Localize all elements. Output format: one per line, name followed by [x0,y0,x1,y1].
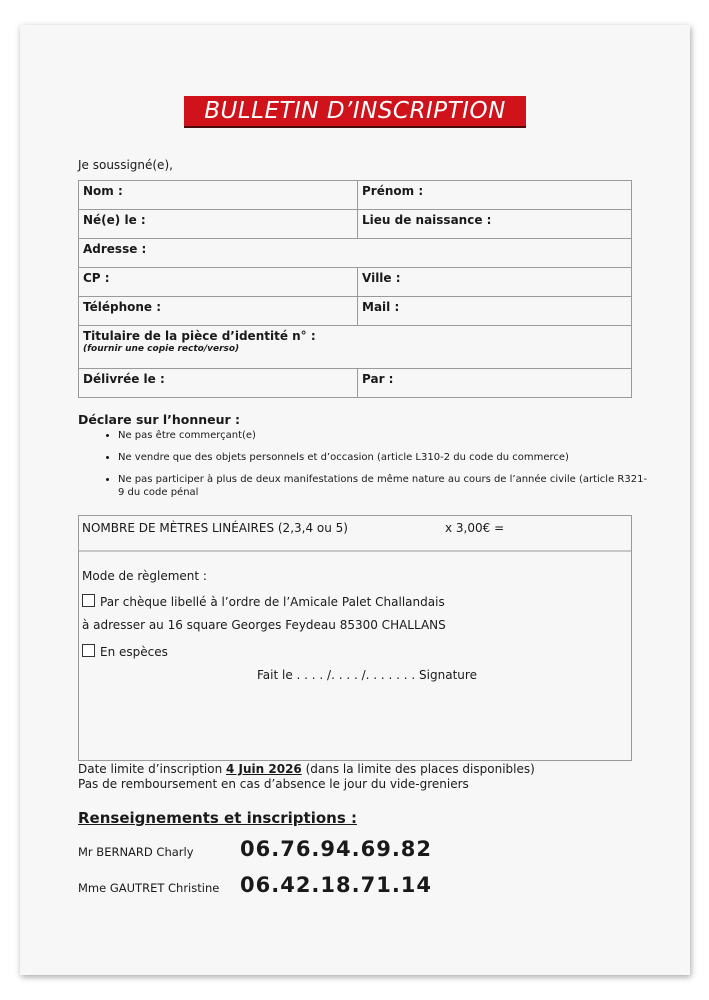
field-date-naissance[interactable]: Né(e) le : [79,210,358,239]
deadline-date: 4 Juin 2026 [226,762,302,776]
table-row [79,297,632,326]
deadline-prefix: Date limite d’inscription [78,762,226,776]
title-banner [184,96,526,126]
field-par[interactable]: Par : [358,369,632,398]
identity-table [78,180,632,398]
declaration-title: Déclare sur l’honneur : [78,412,241,427]
contacts-title: Renseignements et inscriptions : [78,809,357,827]
contact-row [78,873,432,897]
table-row [79,369,632,398]
table-row [79,326,632,369]
field-piece-identite[interactable] [79,326,632,369]
field-nom[interactable]: Nom : [79,181,358,210]
contact-phone: 06.42.18.71.14 [240,873,433,897]
field-piece-identite-label: Titulaire de la pièce d’identité n° : [83,329,316,343]
cash-option[interactable] [82,644,168,659]
contact-name: Mr BERNARD Charly [78,845,194,859]
field-cp[interactable]: CP : [79,268,358,297]
signature-line: Fait le . . . . /. . . . /. . . . . . . Signature [257,668,477,682]
document-page [20,25,690,975]
table-row [79,210,632,239]
list-item: • Ne pas être commerçant(e) [118,429,653,442]
field-mail[interactable]: Mail : [358,297,632,326]
divider [79,550,631,552]
order-box [78,515,632,761]
field-telephone[interactable]: Téléphone : [79,297,358,326]
declaration-list [100,429,653,508]
intro-text: Je soussigné(e), [78,158,173,172]
contact-name: Mme GAUTRET Christine [78,881,220,895]
price-label: x 3,00€ = [445,521,505,535]
refund-note: Pas de remboursement en cas d’absence le jour du vide-greniers [78,777,469,791]
field-lieu-naissance[interactable]: Lieu de naissance : [358,210,632,239]
cash-label: En espèces [100,645,168,659]
field-prenom[interactable]: Prénom : [358,181,632,210]
field-adresse[interactable]: Adresse : [79,239,632,268]
cheque-option[interactable] [82,594,445,609]
table-row [79,181,632,210]
meters-label: NOMBRE DE MÈTRES LINÉAIRES (2,3,4 ou 5) [82,521,348,535]
field-ville[interactable]: Ville : [358,268,632,297]
list-item: • Ne pas participer à plus de deux manifestations de même nature au cours de l’année civile (article R321-9 du code pénal [118,473,653,499]
contact-phone: 06.76.94.69.82 [240,837,433,861]
deadline-suffix: (dans la limite des places disponibles) [301,762,535,776]
payment-title: Mode de règlement : [82,569,207,583]
cash-checkbox[interactable] [82,644,95,657]
field-piece-identite-note: (fournir une copie recto/verso) [83,344,240,354]
page-title: BULLETIN D’INSCRIPTION [204,98,506,124]
contact-row [78,837,432,861]
field-delivree-le[interactable]: Délivrée le : [79,369,358,398]
deadline-note [78,762,535,792]
list-item: • Ne vendre que des objets personnels et d’occasion (article L310-2 du code du commerce) [118,451,653,464]
table-row [79,239,632,268]
mailing-address: à adresser au 16 square Georges Feydeau 85300 CHALLANS [82,618,446,632]
table-row [79,268,632,297]
cheque-checkbox[interactable] [82,594,95,607]
cheque-label: Par chèque libellé à l’ordre de l’Amicale Palet Challandais [100,595,445,609]
